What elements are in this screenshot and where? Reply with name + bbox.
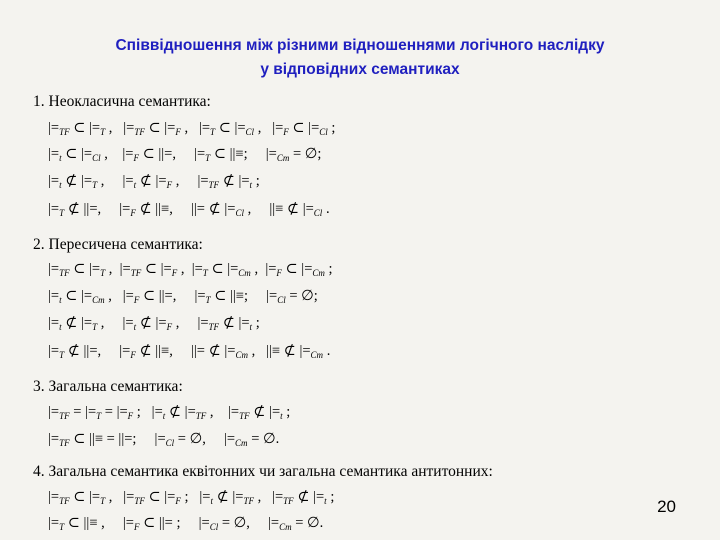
section-1-formula-row-3: $|=_t$ ⊄ $|=_T$ , $|=_t$ ⊄ $|=_F$ , $|=_{TF}$ ⊄ $|=_t$ ;	[48, 173, 260, 190]
section-1-formula-row-4: $|=_T$ ⊄ ||=, $|=_F$ ⊄ ||≡, ||= ⊄ $|=_{Cl}$ , ||≡ ⊄ $|=_{Cl}$ .	[48, 201, 330, 218]
section-4-formula-row-2: $|=_T$ ⊂ ||≡ , $|=_F$ ⊂ ||= ; $|=_{Cl}$ = ∅, $|=_{Cm}$ = ∅.	[48, 515, 324, 532]
section-1-formula-row-2: $|=_t$ ⊂ $|=_{Cl}$ , $|=_F$ ⊂ ||=, $|=_T$ ⊂ ||≡; $|=_{Cm}$ = ∅;	[48, 146, 322, 163]
section-2-formula-row-3: $|=_t$ ⊄ $|=_T$ , $|=_t$ ⊄ $|=_F$ , $|=_{TF}$ ⊄ $|=_t$ ;	[48, 315, 260, 332]
page-number: 20	[657, 497, 676, 516]
section-3-formula-row-1: $|=_{TF} = |=_T = |=_F$ ; $|=_t$ ⊄ $|=_{TF}$ , $|=_{TF}$ ⊄ $|=_t$ ;	[48, 404, 291, 421]
title-line-1: Співвідношення між різними відношеннями логічного наслідку	[115, 37, 605, 54]
section-2-heading: 2. Пересичена семантика:	[33, 236, 203, 253]
section-4-heading: 4. Загальна семантика еквітонних чи загальна семантика антитонних:	[33, 463, 493, 480]
section-2-formula-row-4: $|=_T$ ⊄ ||=, $|=_F$ ⊄ ||≡, ||= ⊄ $|=_{Cm}$ , ||≡ ⊄ $|=_{Cm}$ .	[48, 343, 331, 360]
section-3-formula-row-2: $|=_{TF}$ ⊂ ||≡ = ||=; $|=_{Cl}$ = ∅, $|=_{Cm}$ = ∅.	[48, 431, 280, 448]
section-2-formula-row-2: $|=_t$ ⊂ $|=_{Cm}$ , $|=_F$ ⊂ ||=, $|=_T$ ⊂ ||≡; $|=_{Cl}$ = ∅;	[48, 288, 318, 305]
section-4-formula-row-1: $|=_{TF}$ ⊂ $|=_T$ , $|=_{TF}$ ⊂ $|=_F$ ; $|=_t$ ⊄ $|=_{TF}$ , $|=_{TF}$ ⊄ $|=_t$ ;	[48, 489, 335, 506]
section-1-formula-row-1: $|=_{TF}$ ⊂ $|=_T$ , $|=_{TF}$ ⊂ $|=_F$ , $|=_T$ ⊂ $|=_{Cl}$ , $|=_F$ ⊂ $|=_{Cl}$ ;	[48, 120, 336, 137]
slide-title	[0, 34, 720, 82]
section-2-formula-row-1: $|=_{TF}$ ⊂ $|=_T$ , $|=_{TF}$ ⊂ $|=_F$ , $|=_T$ ⊂ $|=_{Cm}$ , $|=_F$ ⊂ $|=_{Cm}$ ;	[48, 261, 333, 278]
section-1-heading: 1. Неокласична семантика:	[33, 93, 211, 110]
title-line-2: у відповідних семантиках	[260, 61, 460, 78]
section-3-heading: 3. Загальна семантика:	[33, 378, 183, 395]
